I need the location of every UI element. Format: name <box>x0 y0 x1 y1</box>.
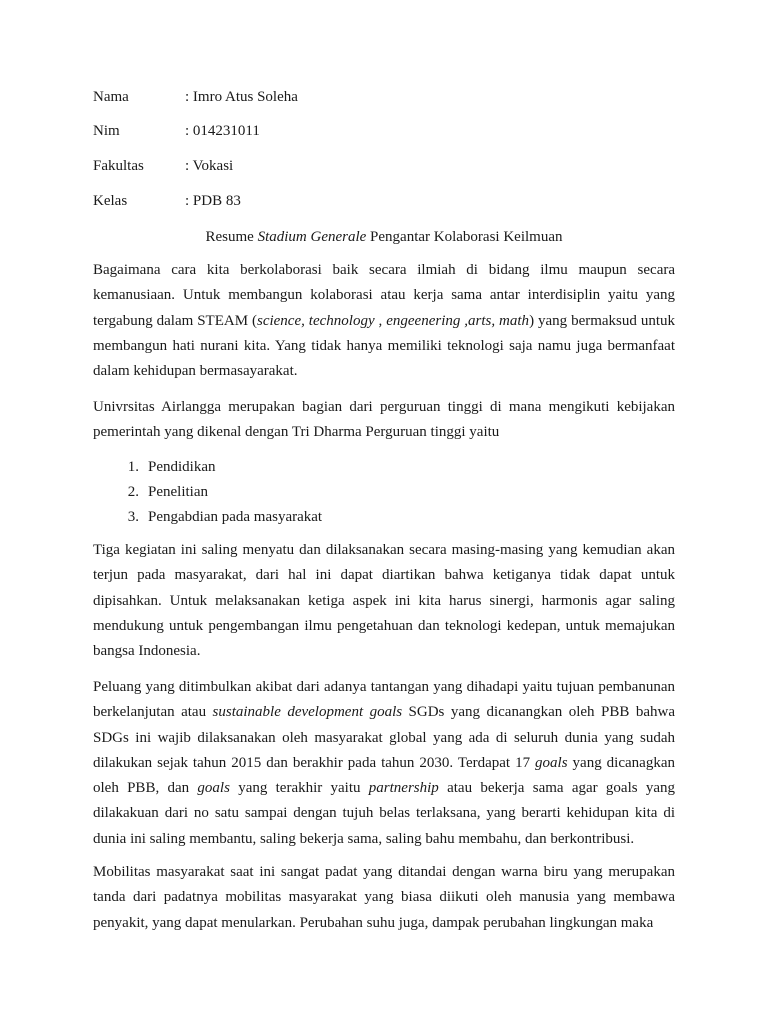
list-number: 1. <box>127 459 139 475</box>
identity-label: Kelas <box>93 193 128 209</box>
document-title <box>0 226 768 248</box>
paragraph-text: ) yang bermaksud untuk membangun hati nurani kita. Yang tidak hanya memiliki teknologi saja namu juga bermanfaat dalam kehidupan bermasayarakat. <box>93 312 675 380</box>
list-number: 2. <box>127 484 139 500</box>
identity-value: : PDB 83 <box>185 193 241 209</box>
identity-value: : Vokasi <box>185 158 234 174</box>
paragraph-text: atau bekerja sama agar goals yang dilakakuan dari no satu sampai dengan tujuh belas terlaksana, yang berarti kehidupan kita di dunia ini saling membantu, saling bekerja sama, saling bahu membahu, dan berkontribusi. <box>93 780 675 847</box>
identity-value: : 014231011 <box>185 123 260 139</box>
paragraph-italic: goals <box>197 780 230 797</box>
list-item <box>93 480 322 505</box>
identity-value: : Imro Atus Soleha <box>185 89 298 105</box>
paragraph-text: yang terakhir yaitu <box>229 780 369 797</box>
paragraph-text: Bagaimana cara kita berkolaborasi baik secara ilmiah di bidang ilmu maupun secara kemanusiaan. Untuk membangun kolaborasi atau kerja sama antar interdisiplin yaitu yang tergabung dalam STEAM ( <box>93 262 675 329</box>
list-item <box>93 455 322 480</box>
tri-dharma-list <box>93 455 322 530</box>
paragraph-3: Tiga kegiatan ini saling menyatu dan dilaksanakan secara masing-masing yang kemudian akan terjun pada masyarakat, dari hal ini dapat diartikan bahwa ketiganya tidak dapat untuk dipisahkan. Untuk melaksanakan ketiga aspek ini kita harus sinergi, harmonis agar saling mendukung untuk pengembangan ilmu pengetahuan dan teknologi kedepan, untuk memajukan bangsa Indonesia. <box>93 542 675 660</box>
paragraph-italic: science, technology , engeenering ,arts, math <box>256 312 530 329</box>
title-italic: Stadium Generale <box>257 229 367 245</box>
paragraph-5: Mobilitas masyarakat saat ini sangat padat yang ditandai dengan warna biru yang merupakan tanda dari padatnya mobilitas masyarakat yang biasa diikuti oleh manusia yang membawa penyakit, yang dapat menularkan. Perubahan suhu juga, dampak perubahan lingkungan maka <box>93 864 675 931</box>
paragraph-italic: goals <box>535 754 568 771</box>
identity-label: Fakultas <box>93 158 144 174</box>
title-suffix: Pengantar Kolaborasi Keilmuan <box>366 229 563 245</box>
paragraph-text: yang dicanagkan oleh PBB, dan <box>93 754 675 797</box>
paragraph-italic: sustainable development goals <box>212 704 403 721</box>
list-number: 3. <box>127 509 139 525</box>
identity-label: Nim <box>93 123 120 139</box>
paragraph-italic: partnership <box>368 780 439 797</box>
list-text: Pendidikan <box>148 459 216 475</box>
paragraph-text: Peluang yang ditimbulkan akibat dari adanya tantangan yang dihadapi yaitu tujuan pembanunan berkelanjutan atau <box>93 679 675 721</box>
title-prefix: Resume <box>205 229 258 245</box>
paragraph-1 <box>93 258 675 384</box>
list-text: Pengabdian pada masyarakat <box>148 509 323 525</box>
list-item <box>93 505 322 530</box>
paragraph-4 <box>93 675 675 852</box>
paragraph-text: SGDs yang dicanangkan oleh PBB bahwa SDGs ini wajib dilaksanakan oleh masyarakat global yang ada di seluruh dunia yang sudah dilakukan sejak tahun 2015 dan berakhir pada tahun 2030. Terdapat 17 <box>93 704 675 771</box>
paragraph-2: Univrsitas Airlangga merupakan bagian dari perguruan tinggi di mana mengikuti kebijakan pemerintah yang dikenal dengan Tri Dharma Perguruan tinggi yaitu <box>93 399 675 441</box>
identity-label: Nama <box>93 89 129 105</box>
list-text: Penelitian <box>148 484 208 500</box>
